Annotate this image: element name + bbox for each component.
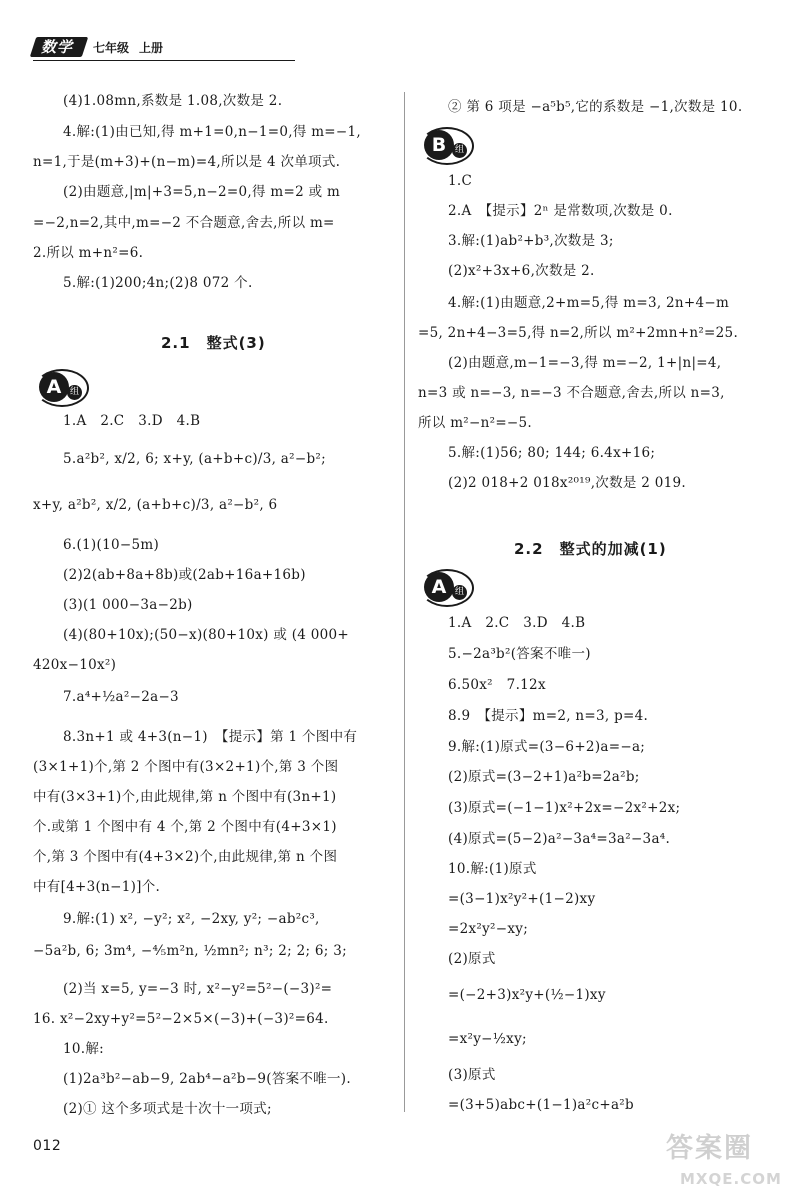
answer-line: (2)① 这个多项式是十次十一项式; [63, 1101, 272, 1117]
answer-line: 5.解:(1)200;4n;(2)8 072 个. [63, 275, 253, 291]
answer-line: (2)当 x=5, y=−3 时, x²−y²=5²−(−3)²= [63, 981, 333, 997]
answer-line: (3)原式 [448, 1067, 496, 1083]
page-number: 012 [33, 1138, 62, 1154]
answer-line: (4)(80+10x);(50−x)(80+10x) 或 (4 000+ [63, 627, 350, 643]
answer-line: (3)(1 000−3a−2b) [63, 597, 193, 613]
badge-tag: 组 [452, 585, 467, 600]
answer-line: 2.所以 m+n²=6. [33, 245, 144, 261]
answer-line: 6.50x² 7.12x [448, 677, 546, 693]
answer-line: ② 第 6 项是 −a⁵b⁵,它的系数是 −1,次数是 10. [448, 99, 743, 115]
answer-line: 中有[4+3(n−1)]个. [33, 879, 161, 895]
column-divider [404, 92, 405, 1112]
answer-line: =(3+5)abc+(1−1)a²c+a²b [448, 1097, 634, 1113]
section-heading: 2.2 整式的加减(1) [514, 540, 667, 558]
answer-line: 4.解:(1)由已知,得 m+1=0,n−1=0,得 m=−1, [63, 124, 362, 140]
watermark-url: MXQE.COM [680, 1170, 782, 1188]
badge-letter: A [424, 572, 454, 602]
answer-line: 5.解:(1)56; 80; 144; 6.4x+16; [448, 445, 656, 461]
section-heading: 2.1 整式(3) [161, 334, 266, 352]
answer-line: 16. x²−2xy+y²=5²−2×5×(−3)+(−3)²=64. [33, 1011, 329, 1027]
answer-line: 8.3n+1 或 4+3(n−1) 【提示】第 1 个图中有 [63, 729, 358, 745]
group-a-badge [39, 372, 85, 402]
answer-line: (4)1.08mn,系数是 1.08,次数是 2. [63, 93, 283, 109]
answer-line: 所以 m²−n²=−5. [418, 415, 533, 431]
answer-line: 9.解:(1) x², −y²; x², −2xy, y²; −ab²c³, [63, 911, 320, 927]
answer-line: (2)由题意,|m|+3=5,n−2=0,得 m=2 或 m [63, 184, 341, 200]
answer-line: 6.(1)(10−5m) [63, 537, 160, 553]
header-grade: 七年级 [93, 41, 130, 55]
answer-line: =(3−1)x²y²+(1−2)xy [448, 891, 596, 907]
group-b-badge [424, 130, 470, 160]
answer-line: 中有(3×3+1)个,由此规律,第 n 个图中有(3n+1) [33, 789, 337, 805]
watermark-logo: 答案圈 [666, 1133, 753, 1164]
answer-line: (2)原式 [448, 951, 496, 967]
answer-line: =5, 2n+4−3=5,得 n=2,所以 m²+2mn+n²=25. [418, 325, 739, 341]
answer-line: −5a²b, 6; 3m⁴, −⁴⁄₅m²n, ½mn²; n³; 2; 2; 6; 3; [33, 943, 347, 959]
header-subject: 数学 [41, 38, 74, 56]
answer-line: =2x²y²−xy; [448, 921, 529, 937]
answer-line: 4.解:(1)由题意,2+m=5,得 m=3, 2n+4−m [448, 295, 730, 311]
answer-line: (3×1+1)个,第 2 个图中有(3×2+1)个,第 3 个图 [33, 759, 339, 775]
answer-line: (2)2 018+2 018x²⁰¹⁹,次数是 2 019. [448, 475, 687, 491]
answer-line: 10.解: [63, 1041, 105, 1057]
answer-line: 1.A 2.C 3.D 4.B [448, 615, 586, 631]
answer-line: 1.A 2.C 3.D 4.B [63, 413, 201, 429]
group-a-badge [424, 572, 470, 602]
answer-line: (2)由题意,m−1=−3,得 m=−2, 1+|n|=4, [448, 355, 722, 371]
answer-line: 9.解:(1)原式=(3−6+2)a=−a; [448, 739, 646, 755]
answer-line: (2)x²+3x+6,次数是 2. [448, 263, 595, 279]
badge-letter: B [424, 130, 454, 160]
answer-line: 1.C [448, 173, 473, 189]
answer-line: 420x−10x²) [33, 657, 117, 673]
badge-tag: 组 [67, 385, 82, 400]
header-rule [33, 60, 295, 61]
header-grade-volume [93, 39, 173, 56]
answer-line: n=3 或 n=−3, n=−3 不合题意,舍去,所以 n=3, [418, 385, 725, 401]
answer-line: 3.解:(1)ab²+b³,次数是 3; [448, 233, 614, 249]
header-volume: 上册 [139, 41, 164, 55]
answer-line: 5.−2a³b²(答案不唯一) [448, 646, 591, 662]
answer-line: 个,第 3 个图中有(4+3×2)个,由此规律,第 n 个图 [33, 849, 338, 865]
answer-line: =x²y−½xy; [448, 1031, 527, 1047]
answer-line: 8.9 【提示】m=2, n=3, p=4. [448, 708, 649, 724]
badge-letter: A [39, 372, 69, 402]
answer-line: (2)2(ab+8a+8b)或(2ab+16a+16b) [63, 567, 306, 583]
answer-line: =−2,n=2,其中,m=−2 不合题意,舍去,所以 m= [33, 215, 335, 231]
answer-line: (1)2a³b²−ab−9, 2ab⁴−a²b−9(答案不唯一). [63, 1071, 351, 1087]
answer-line: 10.解:(1)原式 [448, 861, 537, 877]
answer-line: 7.a⁴+½a²−2a−3 [63, 689, 179, 705]
answer-line: (3)原式=(−1−1)x²+2x=−2x²+2x; [448, 800, 681, 816]
answer-line: 5.a²b², x/2, 6; x+y, (a+b+c)/3, a²−b²; [63, 451, 326, 467]
answer-line: 2.A 【提示】2ⁿ 是常数项,次数是 0. [448, 203, 673, 219]
badge-tag: 组 [452, 143, 467, 158]
answer-line: (2)原式=(3−2+1)a²b=2a²b; [448, 769, 640, 785]
answer-line: n=1,于是(m+3)+(n−m)=4,所以是 4 次单项式. [33, 154, 341, 170]
answer-line: (4)原式=(5−2)a²−3a⁴=3a²−3a⁴. [448, 831, 671, 847]
answer-line: =(−2+3)x²y+(½−1)xy [448, 987, 606, 1003]
answer-line: 个.或第 1 个图中有 4 个,第 2 个图中有(4+3×1) [33, 819, 337, 835]
answer-line: x+y, a²b², x/2, (a+b+c)/3, a²−b², 6 [33, 497, 278, 513]
